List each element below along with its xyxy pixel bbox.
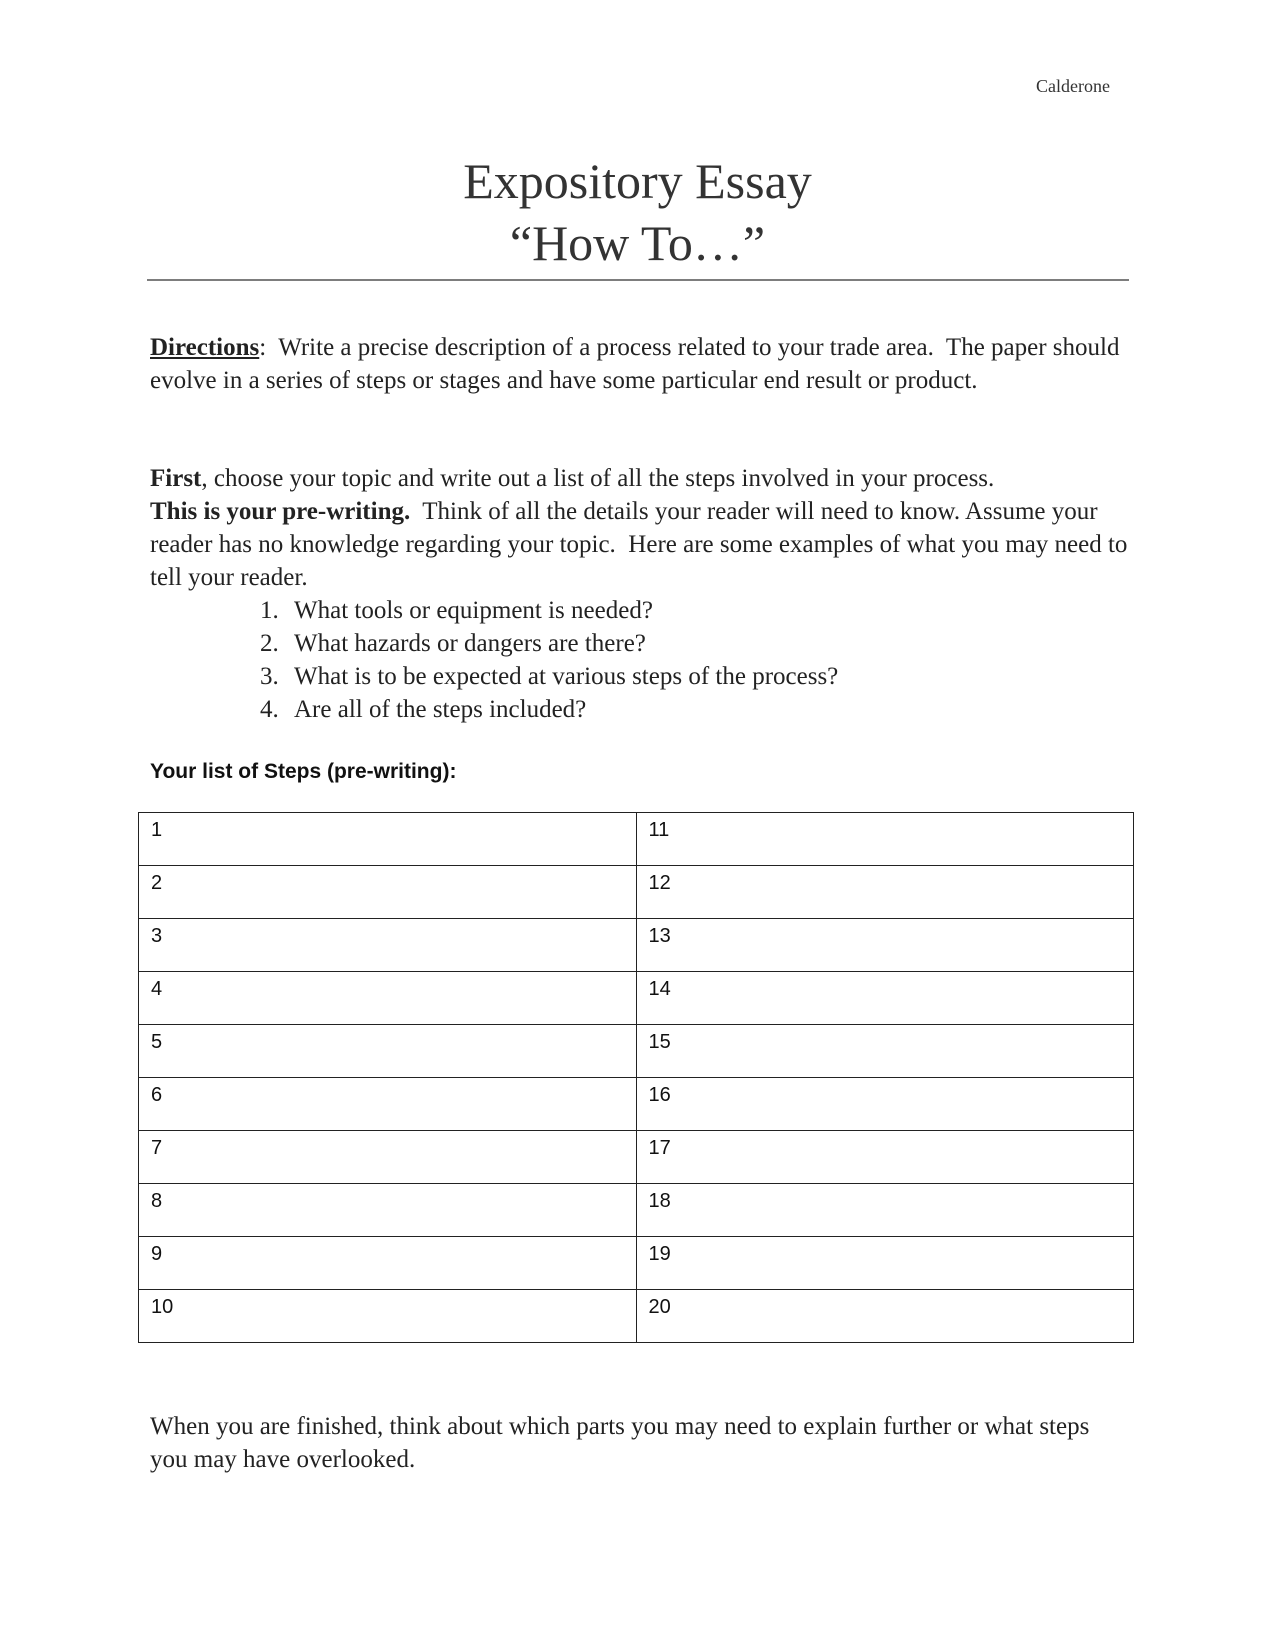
- table-row: [139, 1290, 1134, 1343]
- table-row: [139, 866, 1134, 919]
- step-cell[interactable]: 16: [636, 1078, 1134, 1131]
- table-row: [139, 919, 1134, 972]
- directions-colon: :: [259, 334, 267, 361]
- first-paragraph: [150, 462, 1134, 726]
- step-cell[interactable]: 3: [139, 919, 637, 972]
- step-cell[interactable]: 9: [139, 1237, 637, 1290]
- page-title: [0, 150, 1275, 274]
- step-cell[interactable]: 14: [636, 972, 1134, 1025]
- step-cell[interactable]: 19: [636, 1237, 1134, 1290]
- first-label: First: [150, 465, 202, 492]
- table-row: [139, 1131, 1134, 1184]
- directions-label: Directions: [150, 334, 260, 361]
- list-item-number: 4.: [260, 696, 279, 723]
- table-row: [139, 972, 1134, 1025]
- list-item: [260, 660, 1130, 693]
- list-item: [260, 594, 1130, 627]
- step-cell[interactable]: 10: [139, 1290, 637, 1343]
- table-row: [139, 1078, 1134, 1131]
- list-item-text: What is to be expected at various steps of the process?: [294, 663, 839, 690]
- step-cell[interactable]: 18: [636, 1184, 1134, 1237]
- step-cell[interactable]: 1: [139, 813, 637, 866]
- title-divider: [147, 279, 1129, 281]
- list-item-number: 3.: [260, 663, 279, 690]
- list-item-number: 1.: [260, 597, 279, 624]
- directions-paragraph: [150, 331, 1130, 397]
- list-item-text: What tools or equipment is needed?: [294, 597, 653, 624]
- step-cell[interactable]: 12: [636, 866, 1134, 919]
- steps-heading: Your list of Steps (pre-writing):: [150, 760, 457, 783]
- step-cell[interactable]: 2: [139, 866, 637, 919]
- table-row: [139, 1237, 1134, 1290]
- first-text-2: Think of all the details your reader will need to know. Assume your reader has no knowledge regarding your topic. Here are some examples of what you may need to tell your reader.: [150, 498, 1134, 591]
- table-row: [139, 813, 1134, 866]
- directions-text: Write a precise description of a process related to your trade area. The paper should evolve in a series of steps or stages and have some particular end result or product.: [150, 334, 1126, 394]
- step-cell[interactable]: 8: [139, 1184, 637, 1237]
- author-header: Calderone: [1036, 76, 1110, 96]
- step-cell[interactable]: 17: [636, 1131, 1134, 1184]
- first-text-block: [150, 462, 1134, 594]
- table-row: [139, 1184, 1134, 1237]
- prewriting-label: This is your pre-writing.: [150, 498, 411, 525]
- closing-paragraph: When you are finished, think about which parts you may need to explain further or what steps you may have overlooked.: [150, 1413, 1090, 1473]
- step-cell[interactable]: 5: [139, 1025, 637, 1078]
- step-cell[interactable]: 4: [139, 972, 637, 1025]
- list-item: [260, 627, 1130, 660]
- list-item-number: 2.: [260, 630, 279, 657]
- step-cell[interactable]: 15: [636, 1025, 1134, 1078]
- list-item-text: What hazards or dangers are there?: [294, 630, 646, 657]
- title-line-1: Expository Essay: [463, 153, 812, 209]
- table-row: [139, 1025, 1134, 1078]
- step-cell[interactable]: 20: [636, 1290, 1134, 1343]
- list-item-text: Are all of the steps included?: [294, 696, 587, 723]
- step-cell[interactable]: 7: [139, 1131, 637, 1184]
- step-cell[interactable]: 11: [636, 813, 1134, 866]
- step-cell[interactable]: 13: [636, 919, 1134, 972]
- list-item: [260, 693, 1130, 726]
- first-text-1: , choose your topic and write out a list of all the steps involved in your process.: [201, 465, 995, 492]
- title-line-2: “How To…”: [509, 215, 766, 271]
- step-cell[interactable]: 6: [139, 1078, 637, 1131]
- steps-table: [138, 812, 1134, 1343]
- examples-list: [150, 594, 1130, 726]
